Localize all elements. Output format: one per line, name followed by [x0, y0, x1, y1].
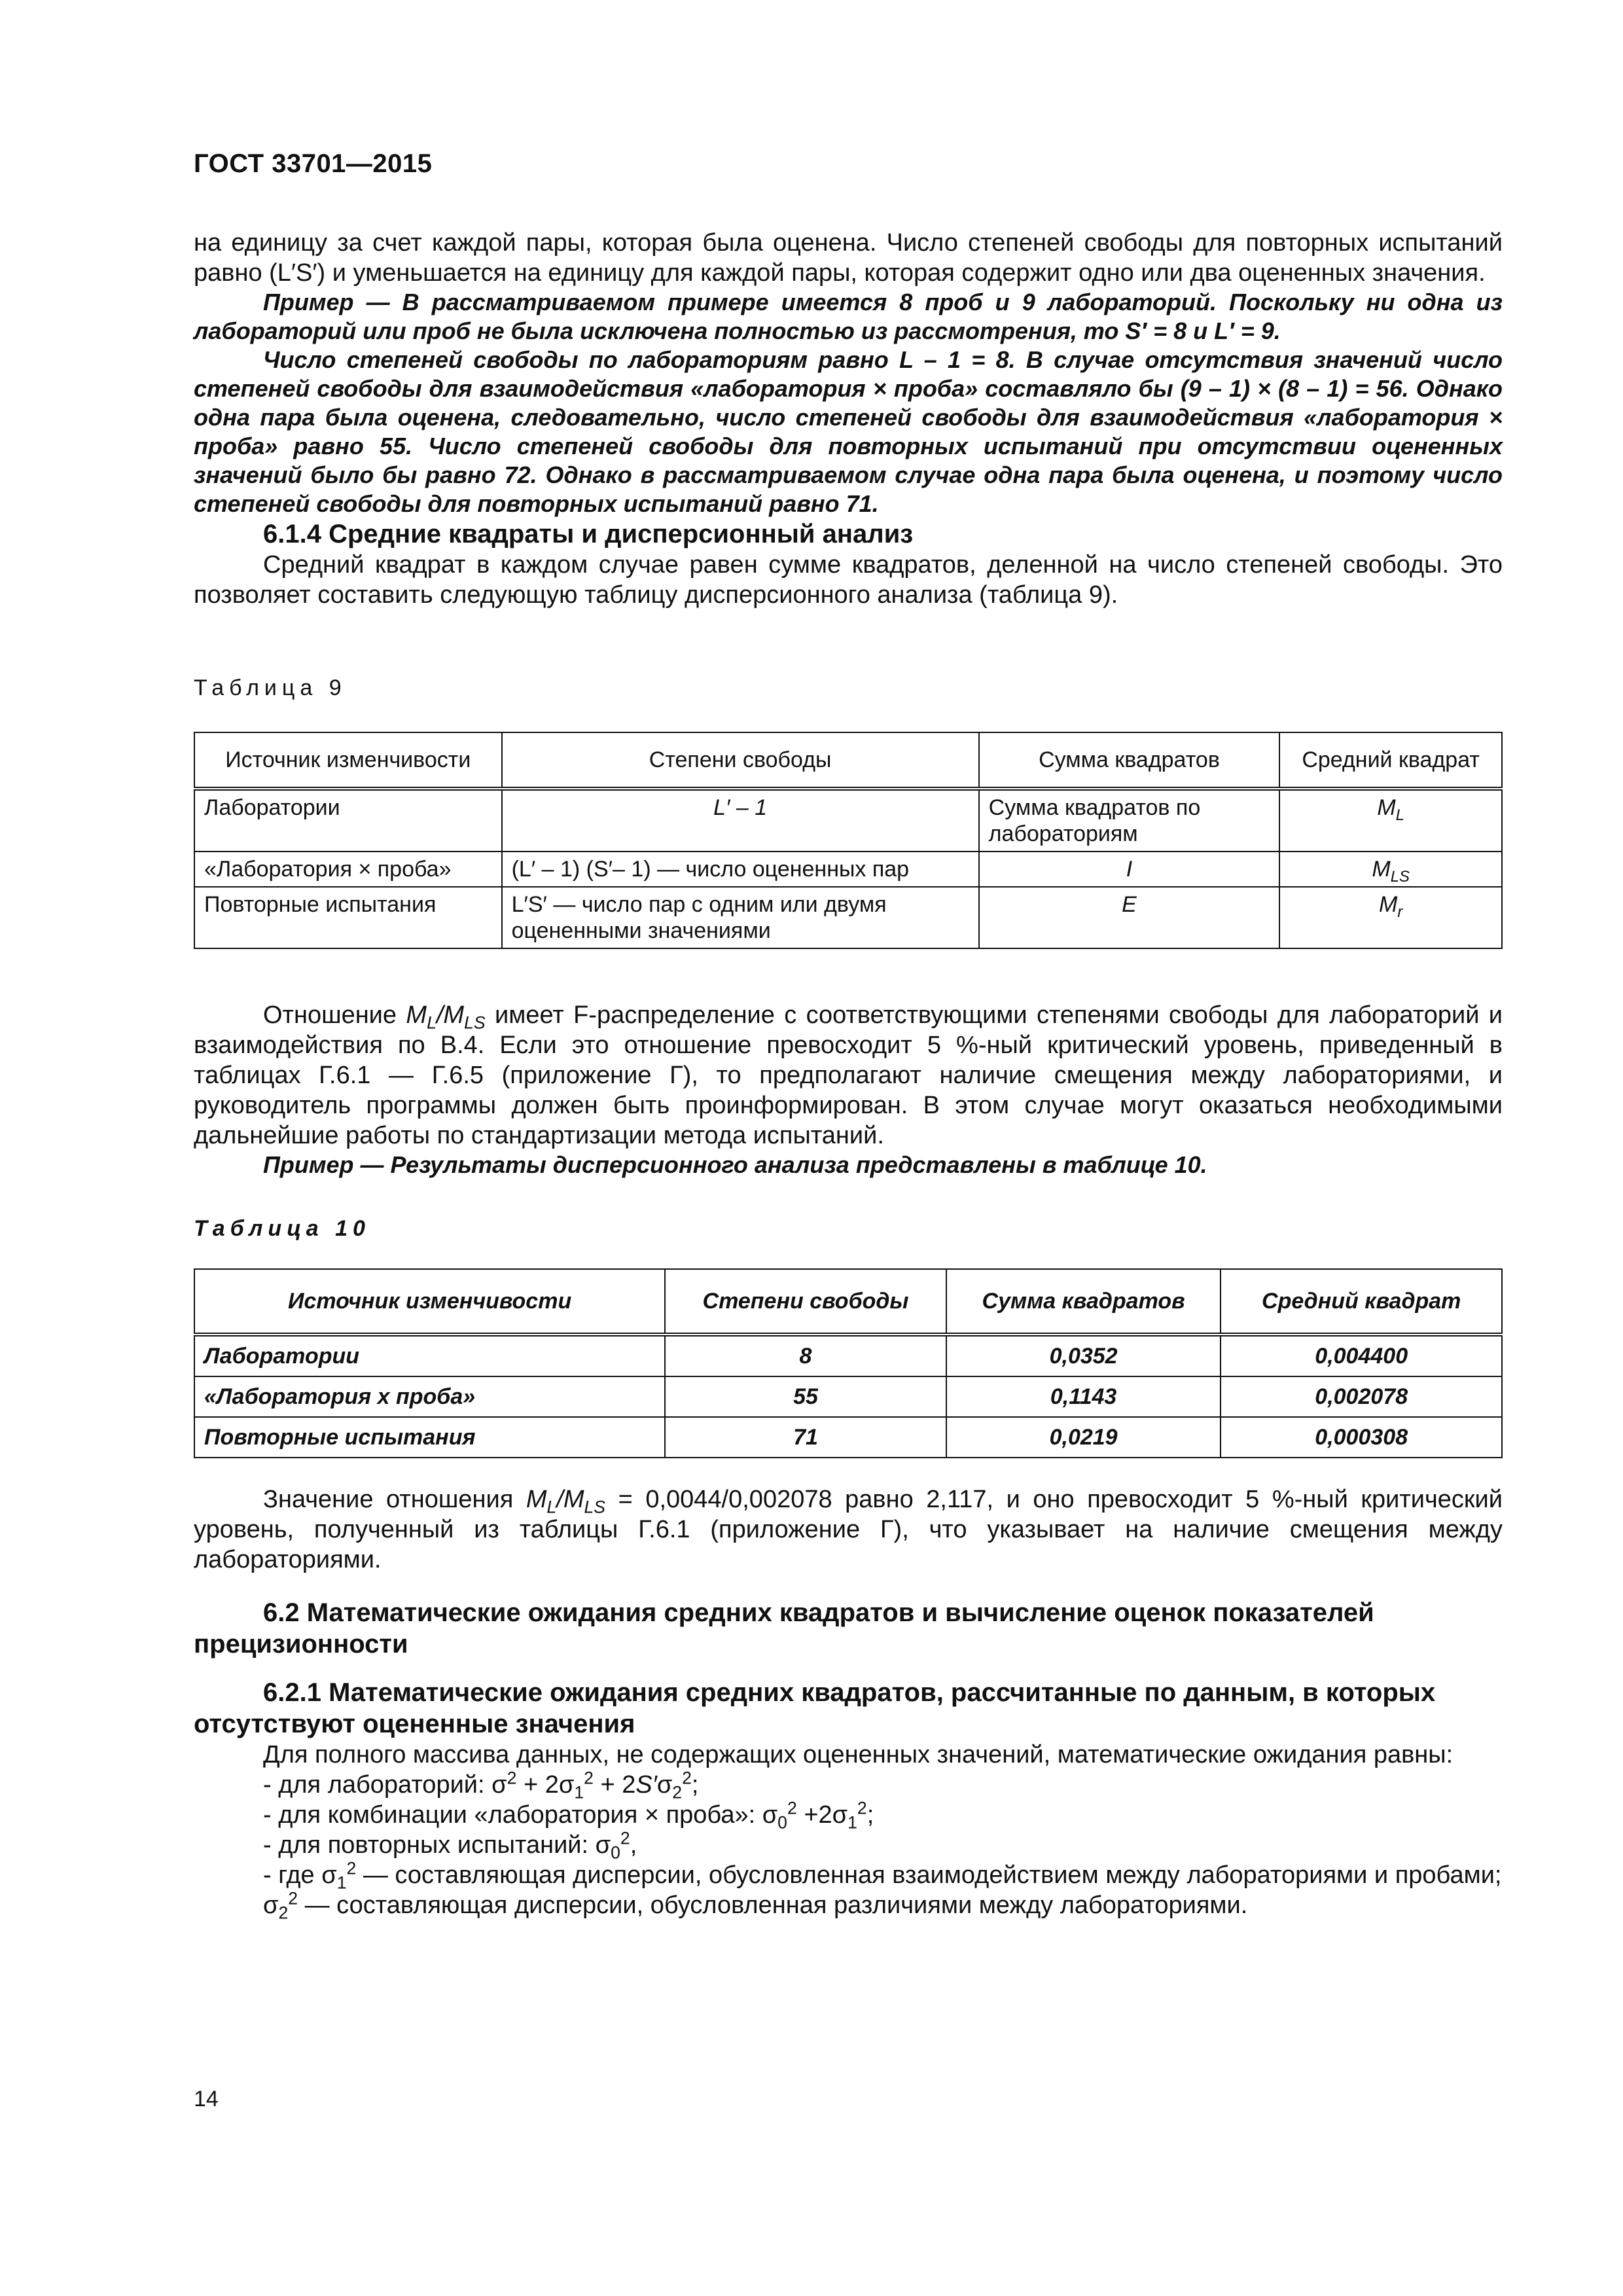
text-block-bottom	[194, 1484, 1503, 1923]
table-cell: I	[979, 852, 1280, 887]
table-cell: 0,0219	[946, 1417, 1221, 1458]
definition-sigma2-text: — составляющая дисперсии, обусловленная различиями между лабораториями.	[304, 1892, 1248, 1919]
expectation-interaction	[194, 1798, 1503, 1833]
table-cell: (L′ – 1) (S′– 1) — число оцененных пар	[502, 852, 979, 887]
document-header: ГОСТ 33701—2015	[194, 149, 433, 178]
table-cell: 0,1143	[946, 1376, 1221, 1417]
expectation-interaction-formula: $\sigma_0^2 +2\sigma_1^2$;	[762, 1798, 874, 1833]
table-cell: E	[979, 887, 1280, 948]
table-9-header: Сумма квадратов	[979, 732, 1280, 789]
table-9-header: Средний квадрат	[1279, 732, 1502, 789]
ratio-text: имеет F-распределение с соответствующими степенями свободы для лабораторий и взаимодействия по В.4. Если это отношение превосходит 5 %-ный критический уровень, приведенный в таблицах Г.6.1 — Г.6.5 (приложение Г), то предполагают наличие смещения между лабораториями, и руководитель программы должен быть проинформирован. В этом случае могут оказаться необходимыми дальнейшие работы по стандартизации метода испытаний.	[194, 1001, 1503, 1149]
table-row	[194, 887, 1502, 948]
table-cell: 0,004400	[1221, 1335, 1502, 1376]
paragraph-ratio-value	[194, 1484, 1503, 1575]
table-10-header: Степени свободы	[665, 1269, 946, 1335]
page-number: 14	[194, 2087, 219, 2111]
paragraph-dof-repeat: на единицу за счет каждой пары, которая была оценена. Число степеней свободы для повторных испытаний равно (L′S′) и уменьшается на единицу для каждой пары, которая содержит одно или два оцененных значения.	[194, 229, 1503, 287]
table-9-header: Источник изменчивости	[194, 732, 502, 789]
expectation-interaction-label: - для комбинации «лаборатория × проба»:	[263, 1801, 756, 1829]
table-10-header-row	[194, 1269, 1502, 1335]
ratio-value-text: = 0,0044/0,002078 равно 2,117, и оно превосходит 5 %-ный критический уровень, полученный из таблицы Г.6.1 (приложение Г), что указывает на наличие смещения между лабораториями.	[194, 1486, 1503, 1573]
definition-sigma1	[194, 1858, 1503, 1893]
table-cell: L′S′ — число пар с одним или двумя оцененными значениями	[502, 887, 979, 948]
table-row	[194, 1417, 1502, 1458]
expectation-repeat-label: - для повторных испытаний:	[263, 1831, 589, 1859]
expectation-labs	[194, 1768, 1503, 1803]
section-6-2-1-title: 6.2.1 Математические ожидания средних квадратов, рассчитанные по данным, в которых отсутствуют оцененные значения	[194, 1678, 1436, 1738]
definition-sigma2-symbol: $\sigma_2^2$	[263, 1888, 298, 1923]
table-10-header: Источник изменчивости	[194, 1269, 665, 1335]
table-cell: Повторные испытания	[194, 887, 502, 948]
table-row	[194, 789, 1502, 852]
paragraph-ratio	[194, 1000, 1503, 1151]
table-cell: $M_r$	[1279, 887, 1502, 948]
ratio-value-intro: Значение отношения	[263, 1486, 514, 1513]
table-row	[194, 1376, 1502, 1417]
table-9-header: Степени свободы	[502, 732, 979, 789]
section-6-1-4-text: Средний квадрат в каждом случае равен сумме квадратов, деленной на число степеней свободы. Это позволяет составить следующую таблицу дисперсионного анализа (таблица 9).	[194, 551, 1503, 609]
table-cell: 55	[665, 1376, 946, 1417]
example-2: Число степеней свободы по лабораториям равно L – 1 = 8. В случае отсутствия значений число степеней свободы для взаимодействия «лаборатория × проба» составляло бы (9 – 1) × (8 – 1) = 56. Однако одна пара была оценена, следовательно, число степеней свободы для взаимодействия «лаборатория × проба» равно 55. Число степеней свободы для повторных испытаний при отсутствии оцененных значений было бы равно 72. Однако в рассматриваемом случае одна пара была оценена, и поэтому число степеней свободы для повторных испытаний равно 71.	[194, 346, 1503, 517]
expectation-repeat-formula: $\sigma_0^2$,	[595, 1828, 637, 1863]
table-10-caption: Таблица 10	[194, 1216, 370, 1241]
table-cell: $M_L$	[1279, 789, 1502, 852]
definition-sigma1-prefix: - где	[263, 1861, 315, 1889]
table-10-header: Средний квадрат	[1221, 1269, 1502, 1335]
definition-sigma1-text: — составляющая дисперсии, обусловленная взаимодействием между лабораториями и пробами;	[363, 1861, 1502, 1889]
table-row	[194, 1335, 1502, 1376]
table-10-header: Сумма квадратов	[946, 1269, 1221, 1335]
section-6-2-1-text: Для полного массива данных, не содержащих оцененных значений, математические ожидания равны:	[263, 1741, 1454, 1768]
expectation-labs-formula: $\sigma^2 + 2\sigma_1^2 + 2S'\sigma_2^2$;	[491, 1768, 699, 1803]
example-1: Пример — В рассматриваемом примере имеется 8 проб и 9 лабораторий. Поскольку ни одна из лабораторий или проб не была исключена полностью из рассмотрения, то S′ = 8 и L′ = 9.	[194, 289, 1503, 344]
table-cell: 71	[665, 1417, 946, 1458]
section-6-2-title: 6.2 Математические ожидания средних квадратов и вычисление оценок показателей прецизионности	[194, 1598, 1374, 1659]
definition-sigma2	[194, 1888, 1503, 1923]
table-cell: $M_{LS}$	[1279, 852, 1502, 887]
definition-sigma1-symbol: $\sigma_1^2$	[321, 1858, 357, 1893]
table-row	[194, 852, 1502, 887]
table-10	[194, 1268, 1503, 1458]
table-cell: «Лаборатория × проба»	[194, 852, 502, 887]
table-9	[194, 732, 1503, 949]
table-cell: Лаборатории	[194, 1335, 665, 1376]
section-6-1-4-title: 6.1.4 Средние квадраты и дисперсионный анализ	[263, 520, 914, 548]
text-block-top	[194, 228, 1503, 610]
table-cell: «Лаборатория х проба»	[194, 1376, 665, 1417]
expectation-labs-label: - для лабораторий:	[263, 1771, 485, 1799]
ratio-formula: $M_L/M_{LS}$	[406, 1001, 486, 1033]
table-cell: 0,0352	[946, 1335, 1221, 1376]
text-block-ratio	[194, 1000, 1503, 1179]
table-cell: 0,002078	[1221, 1376, 1502, 1417]
table-cell: 0,000308	[1221, 1417, 1502, 1458]
ratio-value-formula: $M_L/M_{LS}$	[526, 1486, 606, 1517]
example-3: Пример — Результаты дисперсионного анализа представлены в таблице 10.	[263, 1151, 1207, 1178]
table-cell: L′ – 1	[502, 789, 979, 852]
expectation-repeat	[194, 1828, 1503, 1863]
table-cell: 8	[665, 1335, 946, 1376]
table-9-caption: Таблица 9	[194, 675, 347, 700]
ratio-intro: Отношение	[263, 1001, 397, 1029]
table-cell: Сумма квадратов по лабораториям	[979, 789, 1280, 852]
table-9-header-row	[194, 732, 1502, 789]
table-cell: Повторные испытания	[194, 1417, 665, 1458]
table-cell: Лаборатории	[194, 789, 502, 852]
